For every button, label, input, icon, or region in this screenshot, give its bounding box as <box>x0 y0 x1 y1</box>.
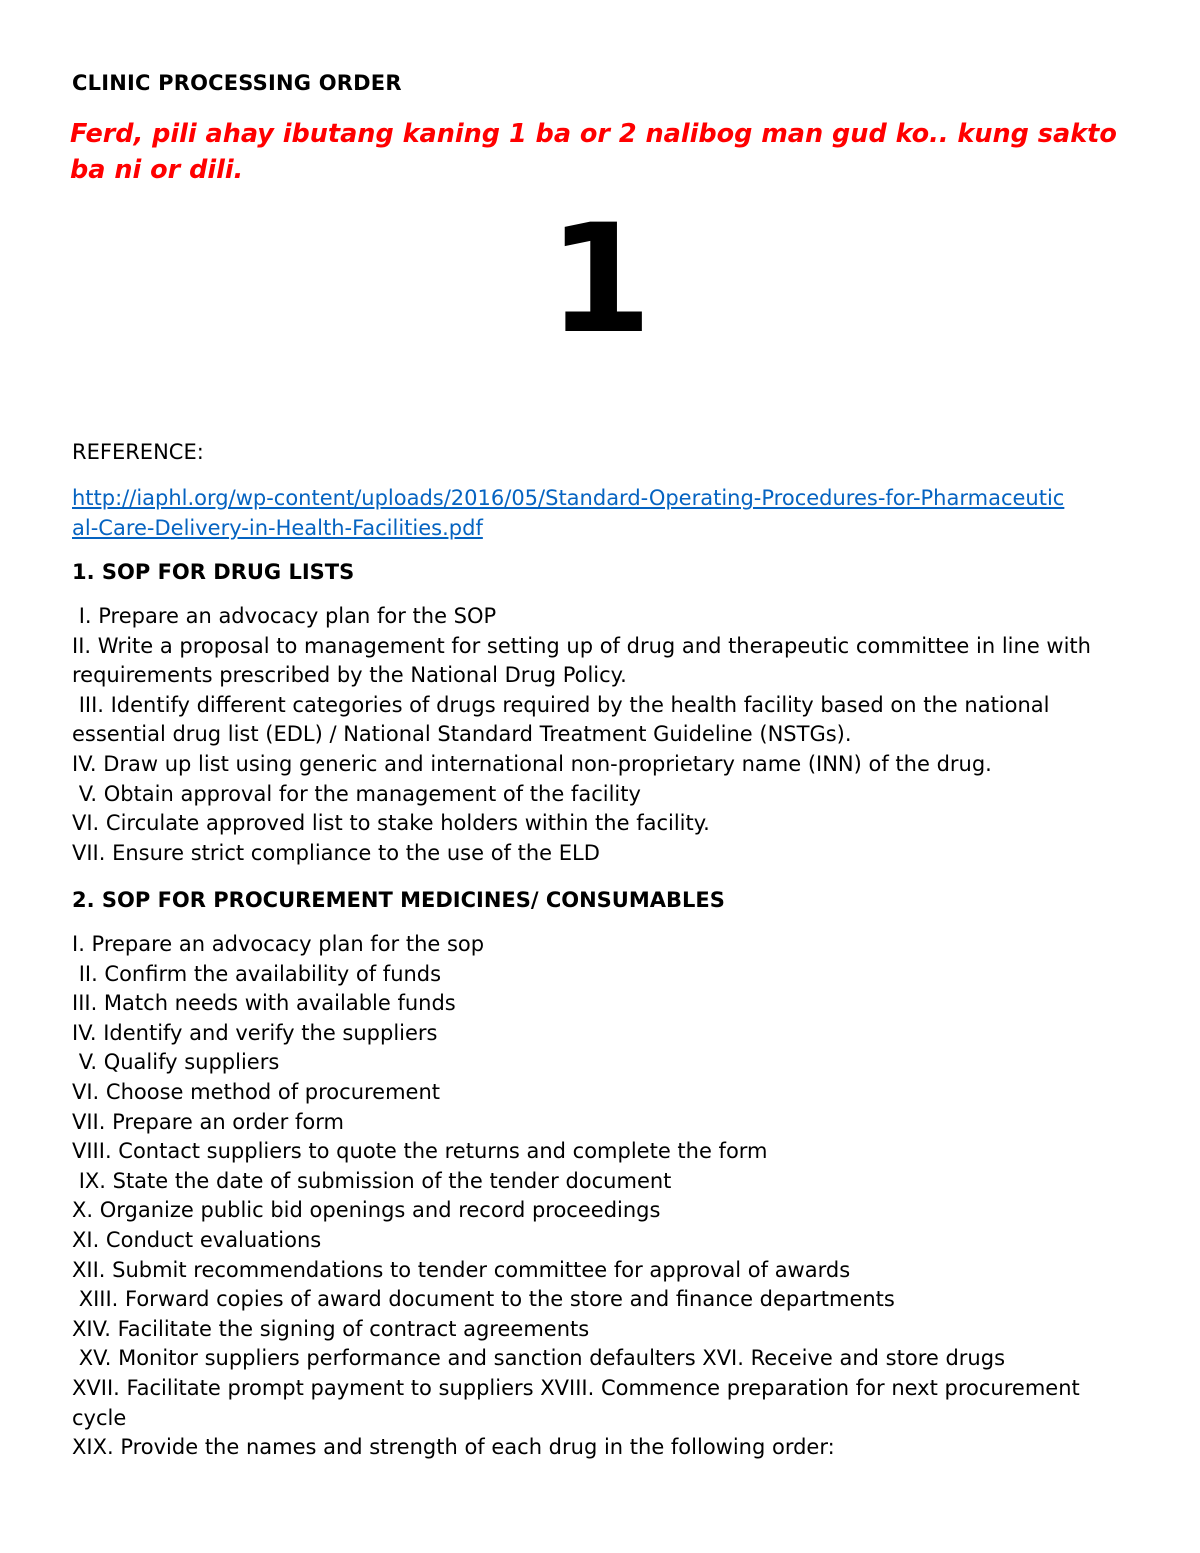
list-item: V. Obtain approval for the management of the facility <box>72 781 641 806</box>
list-item: IV. Identify and verify the suppliers <box>72 1020 438 1045</box>
reference-label: REFERENCE: <box>72 440 204 464</box>
procurement-steps <box>72 930 1132 1463</box>
option-number: 1 <box>547 193 653 367</box>
list-item: XV. Monitor suppliers performance and sanction defaulters XVI. Receive and store drugs <box>72 1346 1006 1371</box>
list-item: XIII. Forward copies of award document to the store and finance departments <box>72 1287 895 1312</box>
list-item: XIX. Provide the names and strength of each drug in the following order: <box>72 1435 835 1460</box>
list-item: II. Write a proposal to management for setting up of drug and therapeutic committee in line with requirements prescribed by the National Drug Policy. <box>72 633 1098 688</box>
list-item: III. Identify different categories of drugs required by the health facility based on the national essential drug list (EDL) / National Standard Treatment Guideline (NSTGs). <box>72 692 1057 747</box>
list-item: VII. Ensure strict compliance to the use of the ELD <box>72 840 600 865</box>
list-item: XIV. Facilitate the signing of contract agreements <box>72 1316 590 1341</box>
list-item: XII. Submit recommendations to tender committee for approval of awards <box>72 1257 851 1282</box>
section-heading-procurement: 2. SOP FOR PROCUREMENT MEDICINES/ CONSUMABLES <box>72 888 725 912</box>
list-item: VIII. Contact suppliers to quote the returns and complete the form <box>72 1139 768 1164</box>
reference-link[interactable]: http://iaphl.org/wp-content/uploads/2016/05/Standard-Operating-Procedures-for-Pharmaceutical-Care-Delivery-in-Health-Facilities.pdf <box>72 486 1065 540</box>
list-item: IX. State the date of submission of the tender document <box>72 1168 672 1193</box>
list-item: VI. Choose method of procurement <box>72 1079 441 1104</box>
list-item: I. Prepare an advocacy plan for the SOP <box>72 604 497 628</box>
drug-lists-steps <box>72 602 1132 868</box>
list-item: II. Confirm the availability of funds <box>72 961 442 986</box>
list-item: VII. Prepare an order form <box>72 1109 344 1134</box>
list-item: VI. Circulate approved list to stake holders within the facility. <box>72 811 710 836</box>
list-item: IV. Draw up list using generic and international non-proprietary name (INN) of the drug. <box>72 751 992 776</box>
list-item: III. Match needs with available funds <box>72 991 456 1016</box>
reviewer-note: Ferd, pili ahay ibutang kaning 1 ba or 2 nalibog man gud ko.. kung sakto ba ni or dili. <box>70 119 1117 185</box>
list-item: XVII. Facilitate prompt payment to suppliers XVIII. Commence preparation for next procurement cycle <box>72 1375 1087 1430</box>
section-heading-drug-lists: 1. SOP FOR DRUG LISTS <box>72 560 355 584</box>
list-item: I. Prepare an advocacy plan for the sop <box>72 932 485 956</box>
document-title: CLINIC PROCESSING ORDER <box>72 71 402 95</box>
list-item: V. Qualify suppliers <box>72 1050 280 1075</box>
list-item: XI. Conduct evaluations <box>72 1227 322 1252</box>
list-item: X. Organize public bid openings and record proceedings <box>72 1198 661 1223</box>
